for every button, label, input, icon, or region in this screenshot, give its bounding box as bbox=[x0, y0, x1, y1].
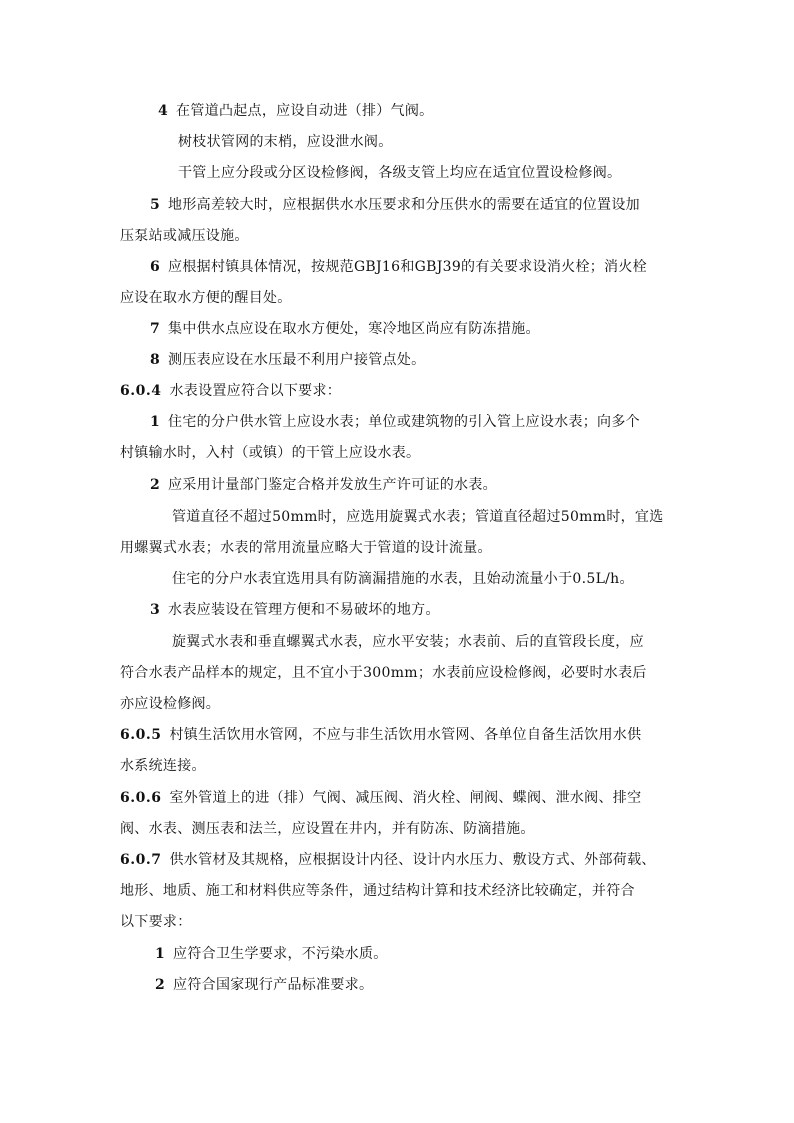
clause-6-0-7-continuation: 地形、地质、施工和材料供应等条件，通过结构计算和技术经济比较确定，并符合 bbox=[120, 883, 635, 899]
item-4-note-line: 树枝状管网的末梢，应设泄水阀。 bbox=[178, 134, 393, 150]
item-6-line: 6 应根据村镇具体情况，按规范GBJ16和GBJ39的有关要求设消火栓；消火栓 bbox=[150, 259, 647, 275]
clause-6-0-7-item-1: 1 应符合卫生学要求，不污染水质。 bbox=[155, 946, 388, 962]
item-5-continuation: 压泵站或减压设施。 bbox=[120, 228, 249, 244]
clause-6-0-5: 6.0.5 村镇生活饮用水管网，不应与非生活饮用水管网、各单位自备生活饮用水供 bbox=[120, 727, 642, 743]
clause-6-0-7-continuation: 以下要求： bbox=[120, 914, 192, 930]
clause-6-0-7-item-2: 2 应符合国家现行产品标准要求。 bbox=[155, 977, 374, 993]
clause-6-0-4-item-1: 1 住宅的分户供水管上应设水表；单位或建筑物的引入管上应设水表；向多个 bbox=[150, 414, 640, 430]
clause-6-0-4-note-continuation: 用螺翼式水表；水表的常用流量应略大于管道的设计流量。 bbox=[120, 540, 492, 556]
clause-6-0-5-continuation: 水系统连接。 bbox=[120, 758, 206, 774]
item-4-line: 4 在管道凸起点，应设自动进（排）气阀。 bbox=[158, 103, 434, 119]
clause-6-0-4-note: 管道直径不超过50mm时，应选用旋翼式水表；管道直径超过50mm时，宜选 bbox=[172, 509, 664, 525]
item-8-line: 8 测压表应设在水压最不利用户接管点处。 bbox=[150, 352, 426, 368]
item-5-line: 5 地形高差较大时，应根据供水水压要求和分压供水的需要在适宜的位置设加 bbox=[150, 197, 640, 213]
clause-6-0-4-note: 住宅的分户水表宜选用具有防滴漏措施的水表，且始动流量小于0.5L/h。 bbox=[172, 571, 634, 587]
item-4-note-line: 干管上应分段或分区设检修阀，各级支管上均应在适宜位置设检修阀。 bbox=[178, 165, 622, 181]
clause-6-0-4-item-2: 2 应采用计量部门鉴定合格并发放生产许可证的水表。 bbox=[150, 477, 497, 493]
clause-6-0-4: 6.0.4 水表设置应符合以下要求： bbox=[120, 383, 342, 399]
clause-6-0-4-item-3: 3 水表应装设在管理方便和不易破坏的地方。 bbox=[150, 602, 440, 618]
item-7-line: 7 集中供水点应设在取水方便处，寒冷地区尚应有防冻措施。 bbox=[150, 321, 540, 337]
clause-6-0-7: 6.0.7 供水管材及其规格，应根据设计内径、设计内水压力、敷设方式、外部荷载、 bbox=[120, 852, 656, 868]
clause-6-0-4-note: 旋翼式水表和垂直螺翼式水表，应水平安装；水表前、后的直管段长度，应 bbox=[172, 634, 644, 650]
clause-6-0-4-note-continuation: 亦应设检修阀。 bbox=[120, 696, 221, 712]
clause-6-0-6-continuation: 阀、水表、测压表和法兰，应设置在井内，并有防冻、防滴措施。 bbox=[120, 821, 535, 837]
clause-6-0-4-item-1-continuation: 村镇输水时，入村（或镇）的干管上应设水表。 bbox=[120, 445, 421, 461]
item-6-continuation: 应设在取水方便的醒目处。 bbox=[120, 290, 292, 306]
clause-6-0-4-note-continuation: 符合水表产品样本的规定，且不宜小于300mm；水表前应设检修阀，必要时水表后 bbox=[120, 665, 647, 681]
clause-6-0-6: 6.0.6 室外管道上的进（排）气阀、减压阀、消火栓、闸阀、蝶阀、泄水阀、排空 bbox=[120, 790, 642, 806]
